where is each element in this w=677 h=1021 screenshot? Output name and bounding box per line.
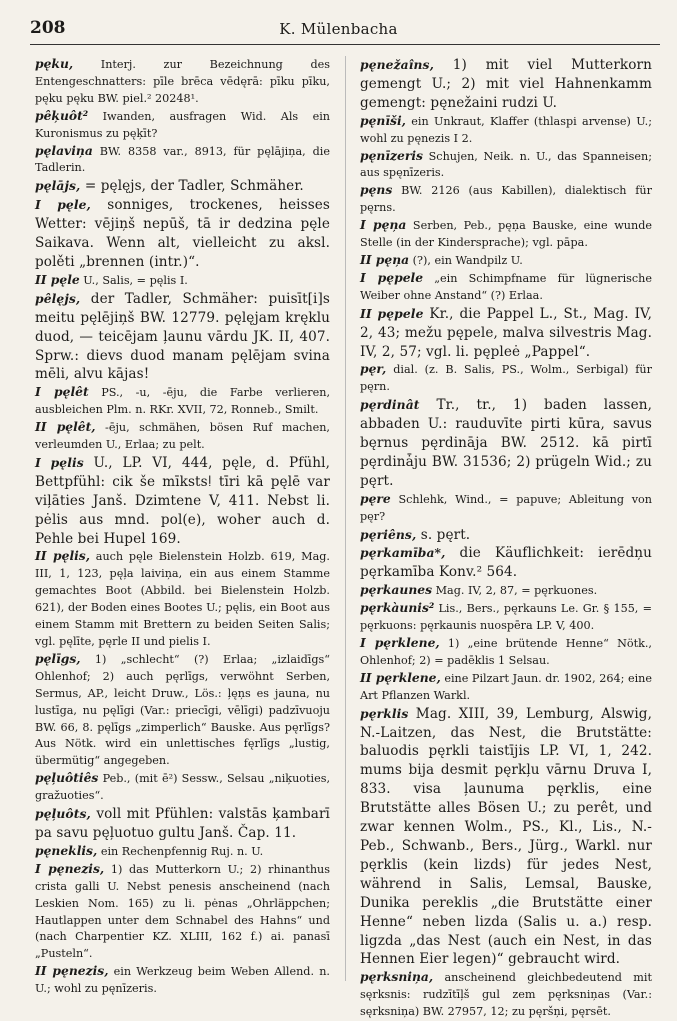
entry-headword: II pęlis, (35, 548, 90, 564)
entry-text: auch pęle Bielenstein Holzb. 619, Mag. III, 1, 123, pęļa laiviņa, ein aus einem Stamme gemachtes Boot (Abbild. bei Bielenstein Holzb. 621), der Boden eines Bootes U.; pęlis, ein Boot aus einem Stamm mit Brettern zu beiden Seiten Salis; vgl. pęlīte, pęrle II und pielis I. (35, 550, 330, 648)
entry-headword: II pęrklene, (360, 669, 441, 685)
dictionary-entry (35, 272, 330, 290)
entry-text: dial. (z. B. Salis, PS., Wolm., Serbigal) für pęrn. (360, 363, 652, 394)
entry-text: ein Werkzeug beim Weben Allend. n. U.; wohl zu pęnīzeris. (35, 965, 330, 996)
dictionary-entry (360, 635, 652, 670)
entry-text: voll mit Pfühlen: valstās ķambarī pa savu pęļuotuo gultu Janš. Čap. 11. (35, 806, 330, 841)
dictionary-entry (360, 491, 652, 526)
entry-headword: II pęlêt, (35, 419, 96, 435)
entry-text: BW. 2126 (aus Kabillen), dialektisch für pęrns. (360, 184, 652, 215)
entry-headword: pęrkamība*, (360, 545, 446, 561)
dictionary-entry (360, 582, 652, 600)
entry-headword: pęnīzeris (360, 147, 423, 163)
dictionary-entry (360, 969, 652, 1021)
dictionary-entry (360, 526, 652, 545)
entry-text: eine Pilzart Jaun. dr. 1902, 264; eine Art Pflanzen Warkl. (360, 671, 652, 702)
entry-text: Schlehk, Wind., = papuve; Ableitung von pęr? (360, 492, 652, 523)
entry-text: BW. 8358 var., 8913, für pęlājiņa, die Tadlerin. (35, 144, 330, 175)
dictionary-entry (35, 143, 330, 178)
entry-headword: pęrdinât (360, 397, 420, 413)
dictionary-entry (35, 548, 330, 650)
entry-text: ein Unkraut, Klaffer (thlaspi arvense) U.; wohl zu pęnezis I 2. (360, 114, 652, 145)
dictionary-entry (360, 252, 652, 270)
dictionary-entry (360, 396, 652, 491)
dictionary-entry (360, 56, 652, 113)
entry-text: Serben, Peb., pęņa Bauske, eine wunde Stelle (in der Kindersprache); vgl. pāpa. (360, 219, 652, 250)
page-header (0, 0, 677, 44)
dictionary-entry (35, 843, 330, 861)
page-number: 208 (30, 18, 66, 38)
entry-text: s. pęrt. (416, 526, 471, 543)
left-column (35, 56, 330, 998)
entry-headword: II pęņa (360, 251, 410, 267)
entry-headword: pęr, (360, 361, 387, 377)
entry-text: 1) „eine brütende Henne“ Nötk., Ohlenhof; 2) = padēklis 1 Selsau. (360, 637, 652, 667)
dictionary-entry (360, 182, 652, 217)
entry-headword: pęlājs, (35, 178, 81, 194)
entry-text: Tr., tr., 1) baden lassen, abbaden U.: rauduvīte pirti kūra, savus bęrnus pęrdināja BW. 2512. kā pirtī pęrdinǡju BW. 31536; 2) prügeln Wid.; zu pęrt. (360, 397, 652, 489)
entry-text: Interj. zur Bezeichnung des Entengeschnatters: pīle brēca vēdęrā: pīku pīku, pęku pęku BW. piel.² 20248¹. (35, 58, 330, 105)
entry-text: sonniges, trockenes, heisses Wetter: vējiņš nepūš, tā ir dedzina pęle Saikava. Wenn alt, vielleicht zu aksl. polěti „brennen (intr.)“. (35, 197, 330, 270)
entry-text: = pęlęjs, der Tadler, Schmäher. (80, 178, 304, 195)
dictionary-entry (360, 148, 652, 183)
entry-headword: pęriêns, (360, 526, 417, 542)
dictionary-entry (360, 270, 652, 305)
entry-text: Mag. XIII, 39, Lemburg, Alswig, N.-Laitzen, das Nest, die Brutstätte: baluodis pęrkli taistījis LP. VI, 1, 242. mums bija desmit pęrkļu vārnu Druva I, 833. visa ļaunuma pęrklis, eine Brutstätte alles Bösen U.; zu perêt, und zwar kennen Wolm., PS., Kl., Lis., N.-Peb., Schwanb., Bers., Jürg., Warkl. nur pęrklis (kein lizds) für jedes Nest, während in Salis, Lemsal, Bauske, Dunika pereklis „die Brutstätte einer Henne“ neben lizda (Salis u. a.) resp. ligzda „das Nest (auch ein Nest, in das Hennen Eier legen)“ gebraucht wird. (360, 705, 652, 968)
dictionary-entry (360, 361, 652, 396)
entry-headword: II pęle (35, 271, 80, 287)
entry-text: ein Rechenpfennig Ruj. n. U. (97, 844, 264, 858)
entry-text: Schujen, Neik. n. U., das Spanneisen; aus spęnīzeris. (360, 149, 652, 180)
entry-headword: pęļuôts, (35, 806, 91, 822)
entry-text: PS., -u, -ēju, die Farbe verlieren, ausbleichen Plm. n. RKr. XVII, 72, Ronneb., Smilt. (35, 386, 331, 417)
entry-headword: I pęrklene, (360, 635, 440, 650)
entry-headword: I pęlêt (35, 384, 89, 400)
dictionary-entry (360, 217, 652, 252)
dictionary-entry (35, 963, 330, 998)
entry-headword: pęnīši, (360, 112, 406, 128)
entry-text: die Käuflichkeit: ierēdņu pęrkamība Konv.² 564. (360, 545, 652, 581)
entry-headword: pęre (360, 490, 391, 506)
dictionary-entry (360, 670, 652, 705)
dictionary-entry (360, 705, 652, 970)
dictionary-entry (35, 290, 330, 385)
dictionary-entry (360, 600, 652, 635)
dictionary-entry (35, 770, 330, 805)
entry-headword: pęlīgs, (35, 650, 81, 666)
entry-text: (?), ein Wandpilz U. (409, 253, 523, 267)
dictionary-entry (35, 108, 330, 143)
entry-text: 1) „schlecht“ (?) Erlaa; „izlaidīgs“ Ohlenhof; 2) auch pęrlīgs, verwöhnt Serben, Sermus, AP., leicht Druw., Lös.: ļęņs es jauna, nu lustīga, nu pęlīgi (Var.: priecīgi, vēlīgi) padzīvuoju BW. 66, 8. pęlīgs „zimperlich“ Bauske. Aus pęrlīgs? Aus Nötk. wird ein unlettisches fęrlīgs „lustig, übermütig“ angegeben. (35, 652, 330, 768)
entry-text: Kr., die Pappel L., St., Mag. IV, 2, 43; mežu pępele, malva silvestris Mag. IV, 2, 57; vgl. li. pępleė „Pappel“. (360, 305, 652, 360)
entry-headword: pęku, (35, 56, 74, 71)
entry-headword: II pęnezis, (35, 963, 109, 979)
entry-headword: pęļuôtiês (35, 770, 99, 786)
entry-text: 1) mit viel Mutterkorn gemengt U.; 2) mit viel Hahnenkamm gemengt: pęnežaini rudzi U. (360, 57, 652, 111)
header-rule (30, 44, 660, 45)
dictionary-entry (35, 861, 330, 963)
dictionary-entry (35, 419, 330, 454)
entry-text: Peb., (mit ē²) Sessw., Selsau „niķuoties, gražuoties“. (35, 772, 330, 803)
entry-text: „ein Schimpfname für lügnerische Weiber ohne Anstand“ (?) Erlaa. (360, 271, 652, 302)
entry-text: U., Salis, = pęlis I. (79, 273, 188, 287)
right-column (360, 56, 652, 1021)
entry-headword: pęrklis (360, 705, 409, 721)
dictionary-entry (35, 454, 330, 549)
dictionary-entry (35, 196, 330, 272)
column-divider (345, 56, 346, 981)
entry-headword: pęrkaunes (360, 582, 433, 598)
entry-text: der Tadler, Schmäher: puisīt[i]s meitu pęlējiņš BW. 12779. pęlęjam kręklu duod, — teicējam ļaunu vārdu JK. II, 407. Sprw.: dievs duod manam pęlējam svina mēli, alvu kājas! (35, 290, 330, 383)
entry-headword: pęlaviņa (35, 142, 93, 158)
dictionary-entry (360, 305, 652, 362)
entry-headword: pęns (360, 182, 393, 198)
entry-headword: II pępele (360, 305, 424, 321)
dictionary-entry (35, 651, 330, 770)
entry-text: anscheinend gleichbedeutend mit sęrksnis: rudzītīļš gul zem pęrksniņas (Var.: sęrksniņa) BW. 27957, 12; zu pęršņi, pęrsēt. (360, 971, 652, 1019)
entry-headword: pęnežaîns, (360, 57, 434, 72)
entry-headword: I pęle, (35, 197, 91, 213)
dictionary-entry (360, 544, 652, 582)
running-title: K. Mülenbacha (279, 20, 398, 38)
entry-headword: pęrkàunis² (360, 600, 435, 616)
dictionary-entry (35, 384, 330, 419)
entry-headword: pęrksniņa, (360, 969, 434, 985)
entry-text: U., LP. VI, 444, pęle, d. Pfühl, Bettpfühl: cik še mīkstsǃ tīri kā pęlē var viļāties Janš. Dzimtene V, 411. Nebst li. pėlis aus mnd. pol(e), woher auch d. Pehle bei Hupel 169. (35, 454, 330, 547)
entry-text: Iwanden, ausfragen Wid. Als ein Kuronismus zu pęķīt? (35, 109, 330, 140)
entry-text: Mag. IV, 2, 87, = pęrkuones. (432, 584, 598, 598)
entry-headword: pęneklis, (35, 842, 98, 858)
entry-text: -ēju, schmähen, bösen Ruf machen, verleumden U., Erlaa; zu pelt. (35, 421, 330, 452)
entry-headword: I pęnezis, (35, 860, 105, 876)
entry-text: 1) das Mutterkorn U.; 2) rhinanthus crista galli U. Nebst penesis anscheinend (nach Leskien Nom. 165) zu li. pėnas „Ohrläppchen; Hautlappen unter dem Schnabel des Hahns“ und (nach Charpentier KZ. XLIII, 162 f.) ai. panasī „Pusteln“. (35, 862, 330, 961)
entry-headword: I pęlis (35, 454, 84, 470)
dictionary-entry (360, 113, 652, 148)
entry-headword: pêlęjs, (35, 290, 81, 306)
dictionary-entry (35, 177, 330, 196)
dictionary-entry (35, 56, 330, 108)
entry-headword: I pępele (360, 269, 424, 285)
entry-headword: pêķuôt² (35, 107, 89, 123)
entry-headword: I pęņa (360, 217, 407, 233)
dictionary-entry (35, 805, 330, 843)
entry-text: Lis., Bers., pęrkauns Le. Gr. § 155, = pęrkuons: pęrkaunis nuospēra LP. V, 400. (360, 602, 652, 633)
